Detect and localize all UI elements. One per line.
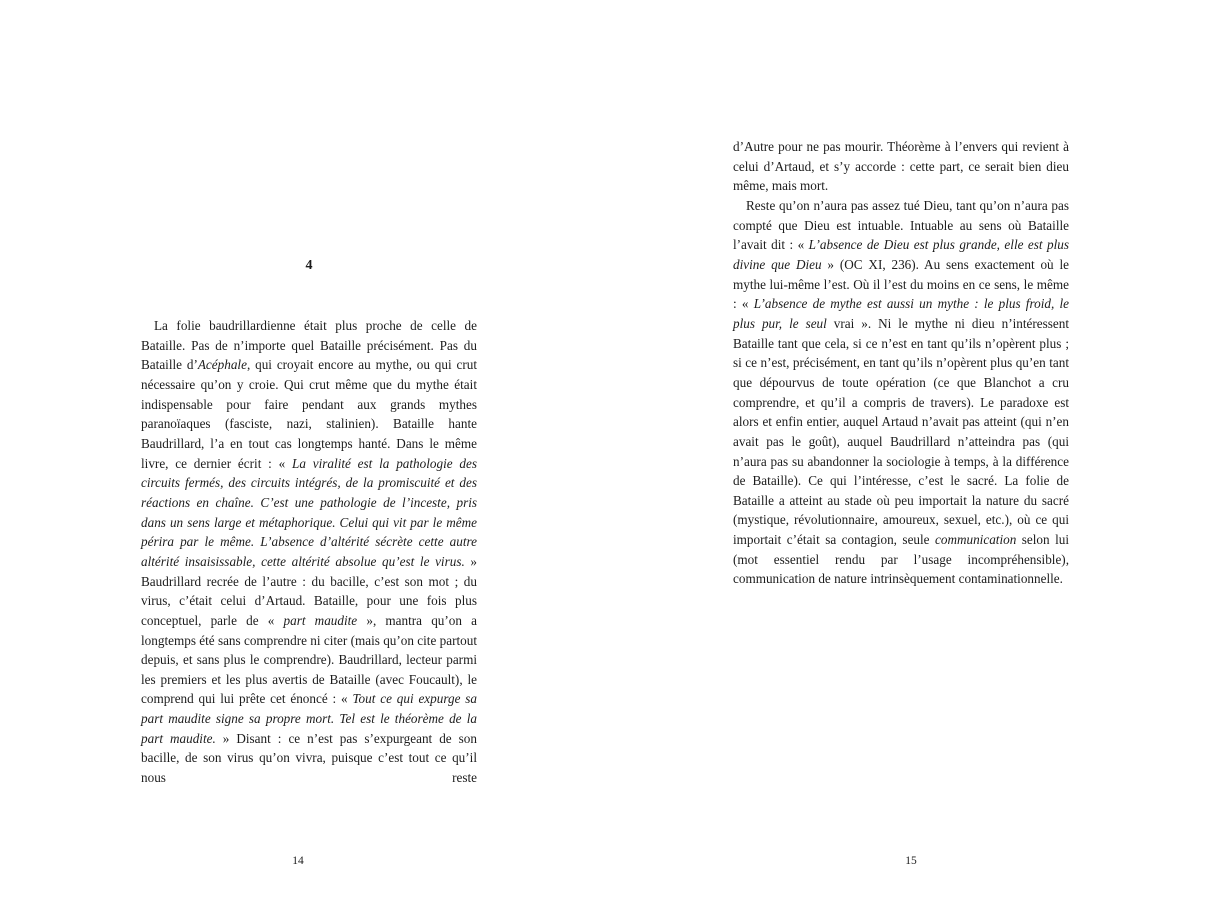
text-run: selon lui (mot essentiel rendu par l’usage incompréhensible), communication de nature intrinsèquement contaminationnelle. (733, 532, 1069, 587)
page-number: 14 (292, 855, 304, 867)
text-run: » Baudrillard recrée de l’autre : du bacille, c’est son mot ; du virus, c’était celui d’Artaud. Bataille, pour une fois plus conceptuel, parle de « (141, 553, 478, 628)
italic-quote: L’absence de mythe est aussi un mythe : le plus froid, le plus pur, le seul (733, 296, 1069, 331)
page-number: 15 (905, 855, 917, 867)
italic-quote: Tout ce qui expurge sa part maudite signe sa propre mort. Tel est le théorème de la part maudite. (141, 691, 477, 746)
italic-quote: L’absence de Dieu est plus grande, elle est plus divine que Dieu (733, 237, 1069, 272)
paragraph (141, 316, 477, 788)
text-run: Reste qu’on n’aura pas assez tué Dieu, tant qu’on n’aura pas compté que Dieu est intuable. Intuable au sens où Bataille l’avait dit : « (733, 197, 1069, 253)
text-run: , qui croyait encore au mythe, ou qui crut nécessaire qu’on y croie. Qui crut même que du mythe était indispensable pour faire pendant aux grands mythes paranoïaques (fasciste, nazi, stalinien). Bataille hante Baudrillard, l’a en tout cas longtemps hanté. Dans le même livre, ce dernier écrit : « (141, 357, 478, 471)
text-run: » (OC XI, 236). Au sens exactement où le mythe lui-même l’est. Où il l’est du moins en ce sens, le même : « (733, 256, 1069, 312)
right-page (604, 0, 1208, 912)
right-page-text (733, 137, 1069, 589)
italic-quote: La viralité est la pathologie des circuits fermés, des circuits intégrés, de la promiscuité et des réactions en chaîne. C’est une pathologie de l’inceste, pris dans un sens large et métaphorique. Celui qui vit par le même périra par le même. L’absence d’altérité sécrète cette autre altérité insaisissable, cette altérité absolue qu’est le virus. (141, 455, 477, 569)
italic-term: communication (935, 532, 1017, 548)
paragraph-continuation: d’Autre pour ne pas mourir. Théorème à l’envers qui revient à celui d’Artaud, et s’y accorde : cette part, ce serait bien dieu même, mais mort. (733, 139, 1069, 194)
italic-title: Acéphale (197, 357, 247, 373)
text-run: La folie baudrillardienne était plus proche de celle de Bataille. Pas de n’importe quel Bataille précisément. Pas du Bataille d’ (141, 318, 477, 373)
text-run: » Disant : ce n’est pas s’expurgeant de son bacille, de son virus qu’on vivra, puisque c’est tout ce qu’il nous reste (141, 730, 477, 786)
text-run: », mantra qu’on a longtemps été sans comprendre ni citer (mais qu’on cite partout depuis, et sans plus le comprendre). Baudrillard, lecteur parmi les premiers et les plus avertis de Bataille (avec Foucault), le comprend qui lui prête cet énoncé : « (141, 612, 477, 707)
chapter-number: 4 (305, 258, 313, 273)
left-page-text (141, 316, 477, 788)
paragraph (733, 196, 1069, 589)
italic-term: part maudite (283, 612, 358, 628)
text-run: vrai ». Ni le mythe ni dieu n’intéressent Bataille tant que cela, si ce n’est en tant qu’ils n’opèrent plus ; si ce n’est, précisément, en tant qu’ils n’opèrent plus qu’en tant que dépourvus de toute opération (ce que Blanchot a cru comprendre, et qu’il a compris de travers). Le paradoxe est alors et enfin entier, auquel Artaud n’avait pas atteint (qui n’en avait pas le goût), auquel Baudrillard n’atteindra pas (qui n’aura pas su abandonner la sociologie à temps, à la différence de Bataille). Ce qui l’intéresse, c’est le sacré. La folie de Bataille a atteint au stade où peu importait la nature du sacré (mystique, révolutionnaire, amoureux, sexuel, etc.), où ce qui importait c’était sa contagion, seule (733, 315, 1069, 548)
